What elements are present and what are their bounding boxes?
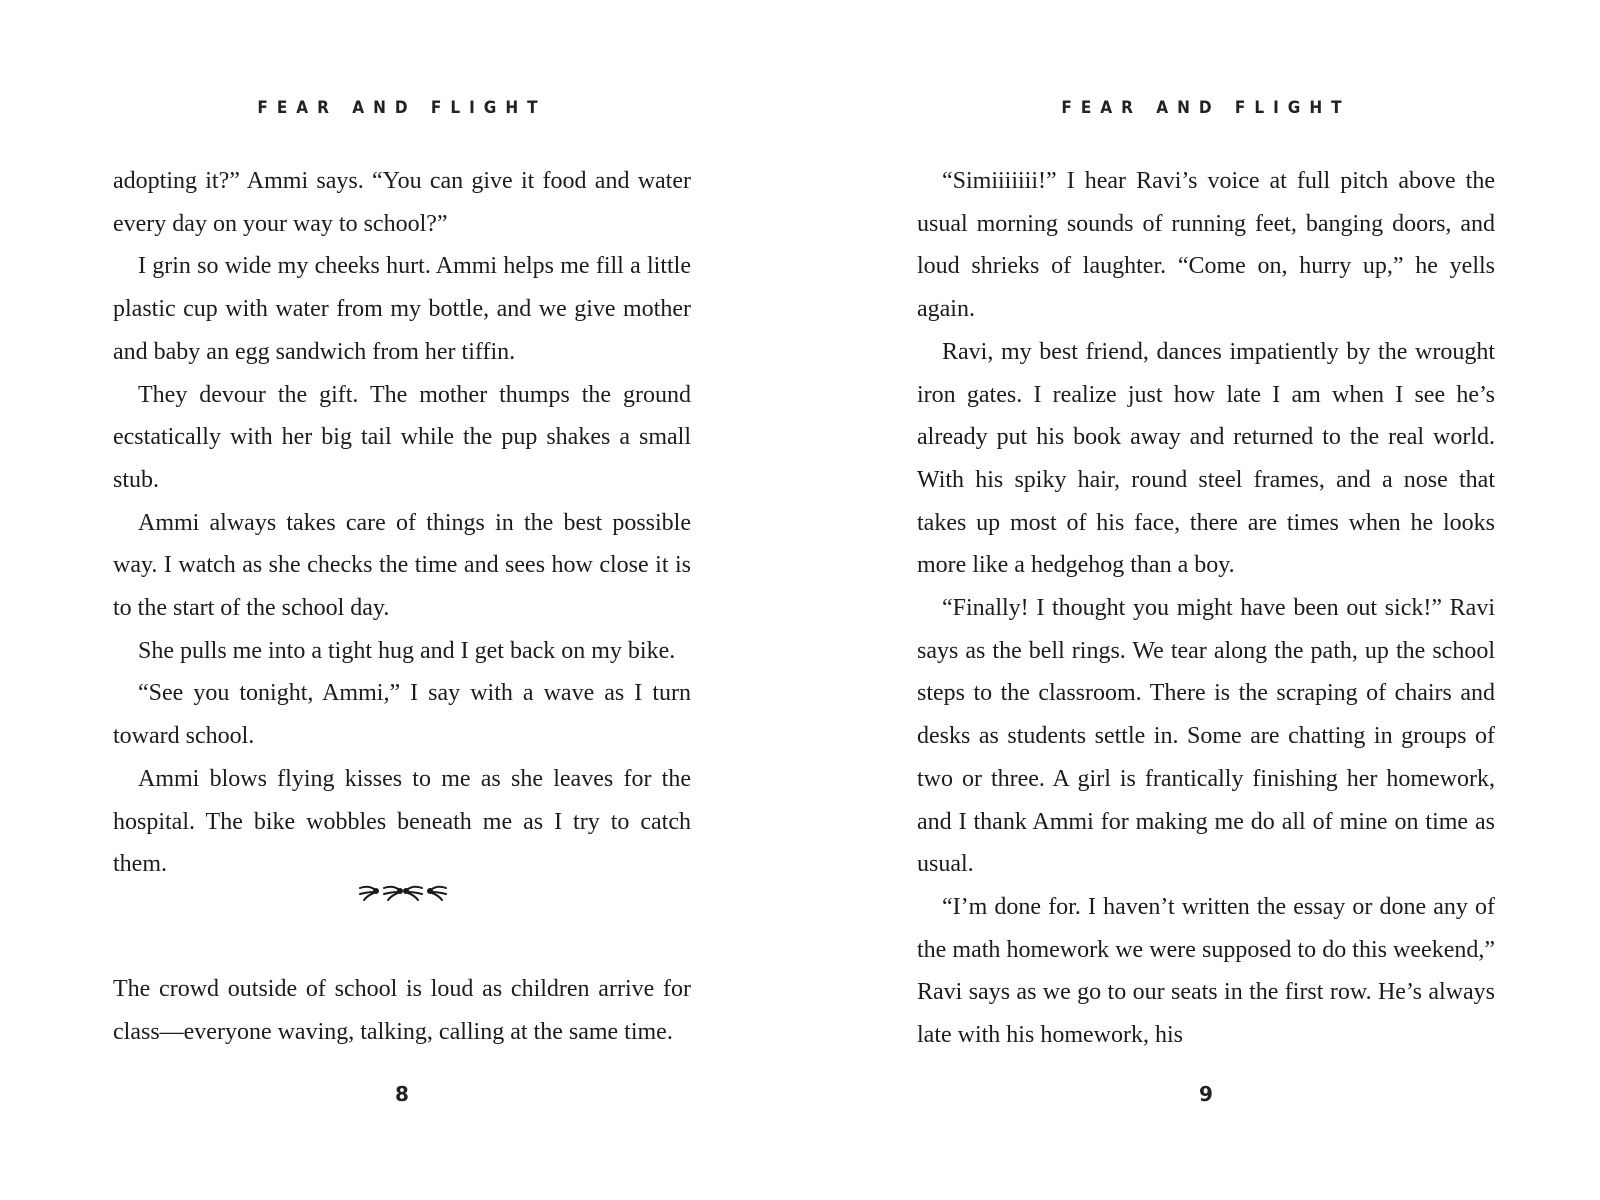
left-page (113, 0, 691, 1200)
paragraph: Ammi blows flying kisses to me as she leaves for the hospital. The bike wobbles beneath me as I try to catch them. (113, 765, 691, 878)
left-page-body (113, 160, 691, 886)
page-number-left: 8 (395, 1082, 409, 1106)
paragraph: “Simiiiiiii!” I hear Ravi’s voice at full pitch above the usual morning sounds of running feet, banging doors, and loud shrieks of laughter. “Come on, hurry up,” he yells again. (917, 168, 1495, 323)
paragraph: She pulls me into a tight hug and I get back on my bike. (138, 637, 676, 664)
page-number-right: 9 (1199, 1082, 1213, 1106)
paragraph: “See you tonight, Ammi,” I say with a wave as I turn toward school. (113, 680, 691, 750)
paragraph: I grin so wide my cheeks hurt. Ammi helps me fill a little plastic cup with water from my bottle, and we give mother and baby an egg sandwich from her tiffin. (113, 253, 691, 365)
paragraph: They devour the gift. The mother thumps the ground ecstatically with her big tail while the pup shakes a small stub. (113, 381, 691, 493)
paragraph: “I’m done for. I haven’t written the essay or done any of the math homework we were supposed to do this weekend,” Ravi says as we go to our seats in the first row. He’s always late with his homework, his (917, 893, 1495, 1049)
paragraph: Ravi, my best friend, dances impatiently by the wrought iron gates. I realize just how late I am when I see he’s already put his book away and returned to the real world. With his spiky hair, round steel frames, and a nose that takes up most of his face, there are times when he looks more like a hedgehog than a boy. (917, 338, 1495, 579)
left-page-after-break (113, 968, 691, 1053)
paragraph: “Finally! I thought you might have been out sick!” Ravi says as the bell rings. We tear along the path, up the school steps to the classroom. There is the scraping of chairs and desks as students settle in. Some are chatting in groups of two or three. A girl is frantically finishing her homework, and I thank Ammi for making me do all of mine on time as usual. (917, 595, 1495, 878)
right-page (917, 0, 1495, 1200)
running-head-right: FEAR AND FLIGHT (1061, 98, 1351, 118)
section-break-ornament (113, 880, 691, 909)
right-page-body (917, 160, 1495, 1057)
paragraph: adopting it?” Ammi says. “You can give it food and water every day on your way to school?” (113, 168, 691, 237)
dragonfly-pair-icon (356, 880, 448, 904)
paragraph: Ammi always takes care of things in the best possible way. I watch as she checks the time and sees how close it is to the start of the school day. (113, 509, 691, 622)
running-head-left: FEAR AND FLIGHT (257, 98, 547, 118)
paragraph: The crowd outside of school is loud as children arrive for class—everyone waving, talking, calling at the same time. (113, 976, 691, 1045)
